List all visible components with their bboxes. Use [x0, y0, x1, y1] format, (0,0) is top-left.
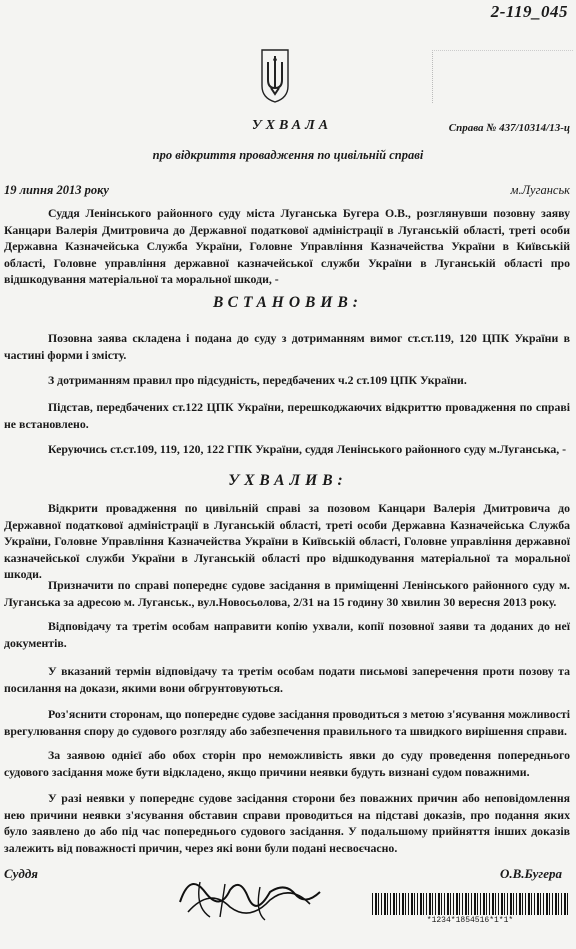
established-paragraph: З дотриманням правил про підсудність, передбачених ч.2 ст.109 ЦПК України. — [48, 373, 467, 387]
stamp-area — [432, 50, 573, 103]
trident-emblem-icon — [258, 48, 292, 104]
document-subject: про відкриття провадження по цивільній справі — [152, 148, 424, 162]
established-paragraph: Позовна заява складена і подана до суду з дотриманням вимог ст.ст.119, 120 ЦПК України в частині форми і змісту. — [4, 331, 570, 362]
decided-paragraph: У вказаний термін відповідачу та третім особам подати письмові заперечення проти позову та посилання на докази, якими вони обгрунтовуються. — [4, 664, 570, 695]
decided-paragraph: Призначити по справі попереднє судове засідання в приміщенні Ленінського районного суду м. Луганська за адресою м. Луганськ., вул.Новосьолова, 2/31 на 15 годину 30 хвилин 30 вересня 2013 року. — [4, 578, 570, 609]
judge-label: Суддя — [4, 866, 38, 881]
document-city: м.Луганськ — [510, 183, 570, 197]
heading-decided: УХВАЛИВ: — [228, 472, 348, 489]
barcode-text: *1234*1854516*1*1* — [426, 916, 514, 925]
heading-established: ВСТАНОВИВ: — [213, 294, 363, 311]
barcode — [372, 893, 568, 915]
decided-paragraph: Відкрити провадження по цивільній справі за позовом Канцари Валерія Дмитровича до Державної податкової адміністрації в Луганській області, треті особи Державна Казначейська Служба України, Головне Управління Казначейства України в Київській області, Головне управління державної казначейської служби України в Луганській області про відшкодування матеріальної та моральної шкоди. — [4, 501, 570, 581]
document-number: 2-119_045 — [490, 2, 568, 21]
decided-paragraph: У разі неявки у попереднє судове засідання сторони без поважних причин або неповідомлення нею причини неявки з'ясування обставин справи проводиться на підставі доказів, про подання яких було заявлено до або під час попереднього судового засідання. У подальшому прийняття інших доказів залежить від поважності причин, через які вони були подані несвоєчасно. — [4, 791, 570, 855]
decided-paragraph: Роз'яснити сторонам, що попереднє судове засідання проводиться з метою з'ясування можливості врегулювання спору до судового розгляду або забезпечення правильного та швидкого вирішення справи. — [4, 707, 570, 738]
established-paragraph: Підстав, передбачених ст.122 ЦПК України, перешкоджаючих відкриттю провадження по справі не встановлено. — [4, 400, 570, 431]
case-number: Справа № 437/10314/13-ц — [448, 122, 570, 134]
document-title: УХВАЛА — [251, 118, 333, 133]
signature-icon — [170, 862, 330, 932]
intro-paragraph: Суддя Ленінського районного суду міста Луганська Бугера О.В., розглянувши позовну заяву Канцари Валерія Дмитровича до Державної податкової адміністрації в Луганській області, треті особи Державна Казначейська Служба України, Головне Управління Казначейства України в Київській області, Головне управління державної казначейської служби України в Луганській області про відшкодування матеріальної та моральної шкоди, - — [4, 206, 570, 286]
document-date: 19 липня 2013 року — [4, 183, 109, 197]
decided-paragraph: Відповідачу та третім особам направити копію ухвали, копії позовної заяви та доданих до неї документів. — [4, 619, 570, 650]
decided-paragraph: За заявою однієї або обох сторін про неможливість явки до суду проведення попереднього судового засідання може бути відкладено, якщо причини неявки будуть визнані судом поважними. — [4, 748, 570, 779]
established-paragraph: Керуючись ст.ст.109, 119, 120, 122 ГПК України, суддя Ленінського районного суду м.Луганська, - — [48, 442, 567, 456]
judge-name: О.В.Бугера — [500, 866, 562, 881]
